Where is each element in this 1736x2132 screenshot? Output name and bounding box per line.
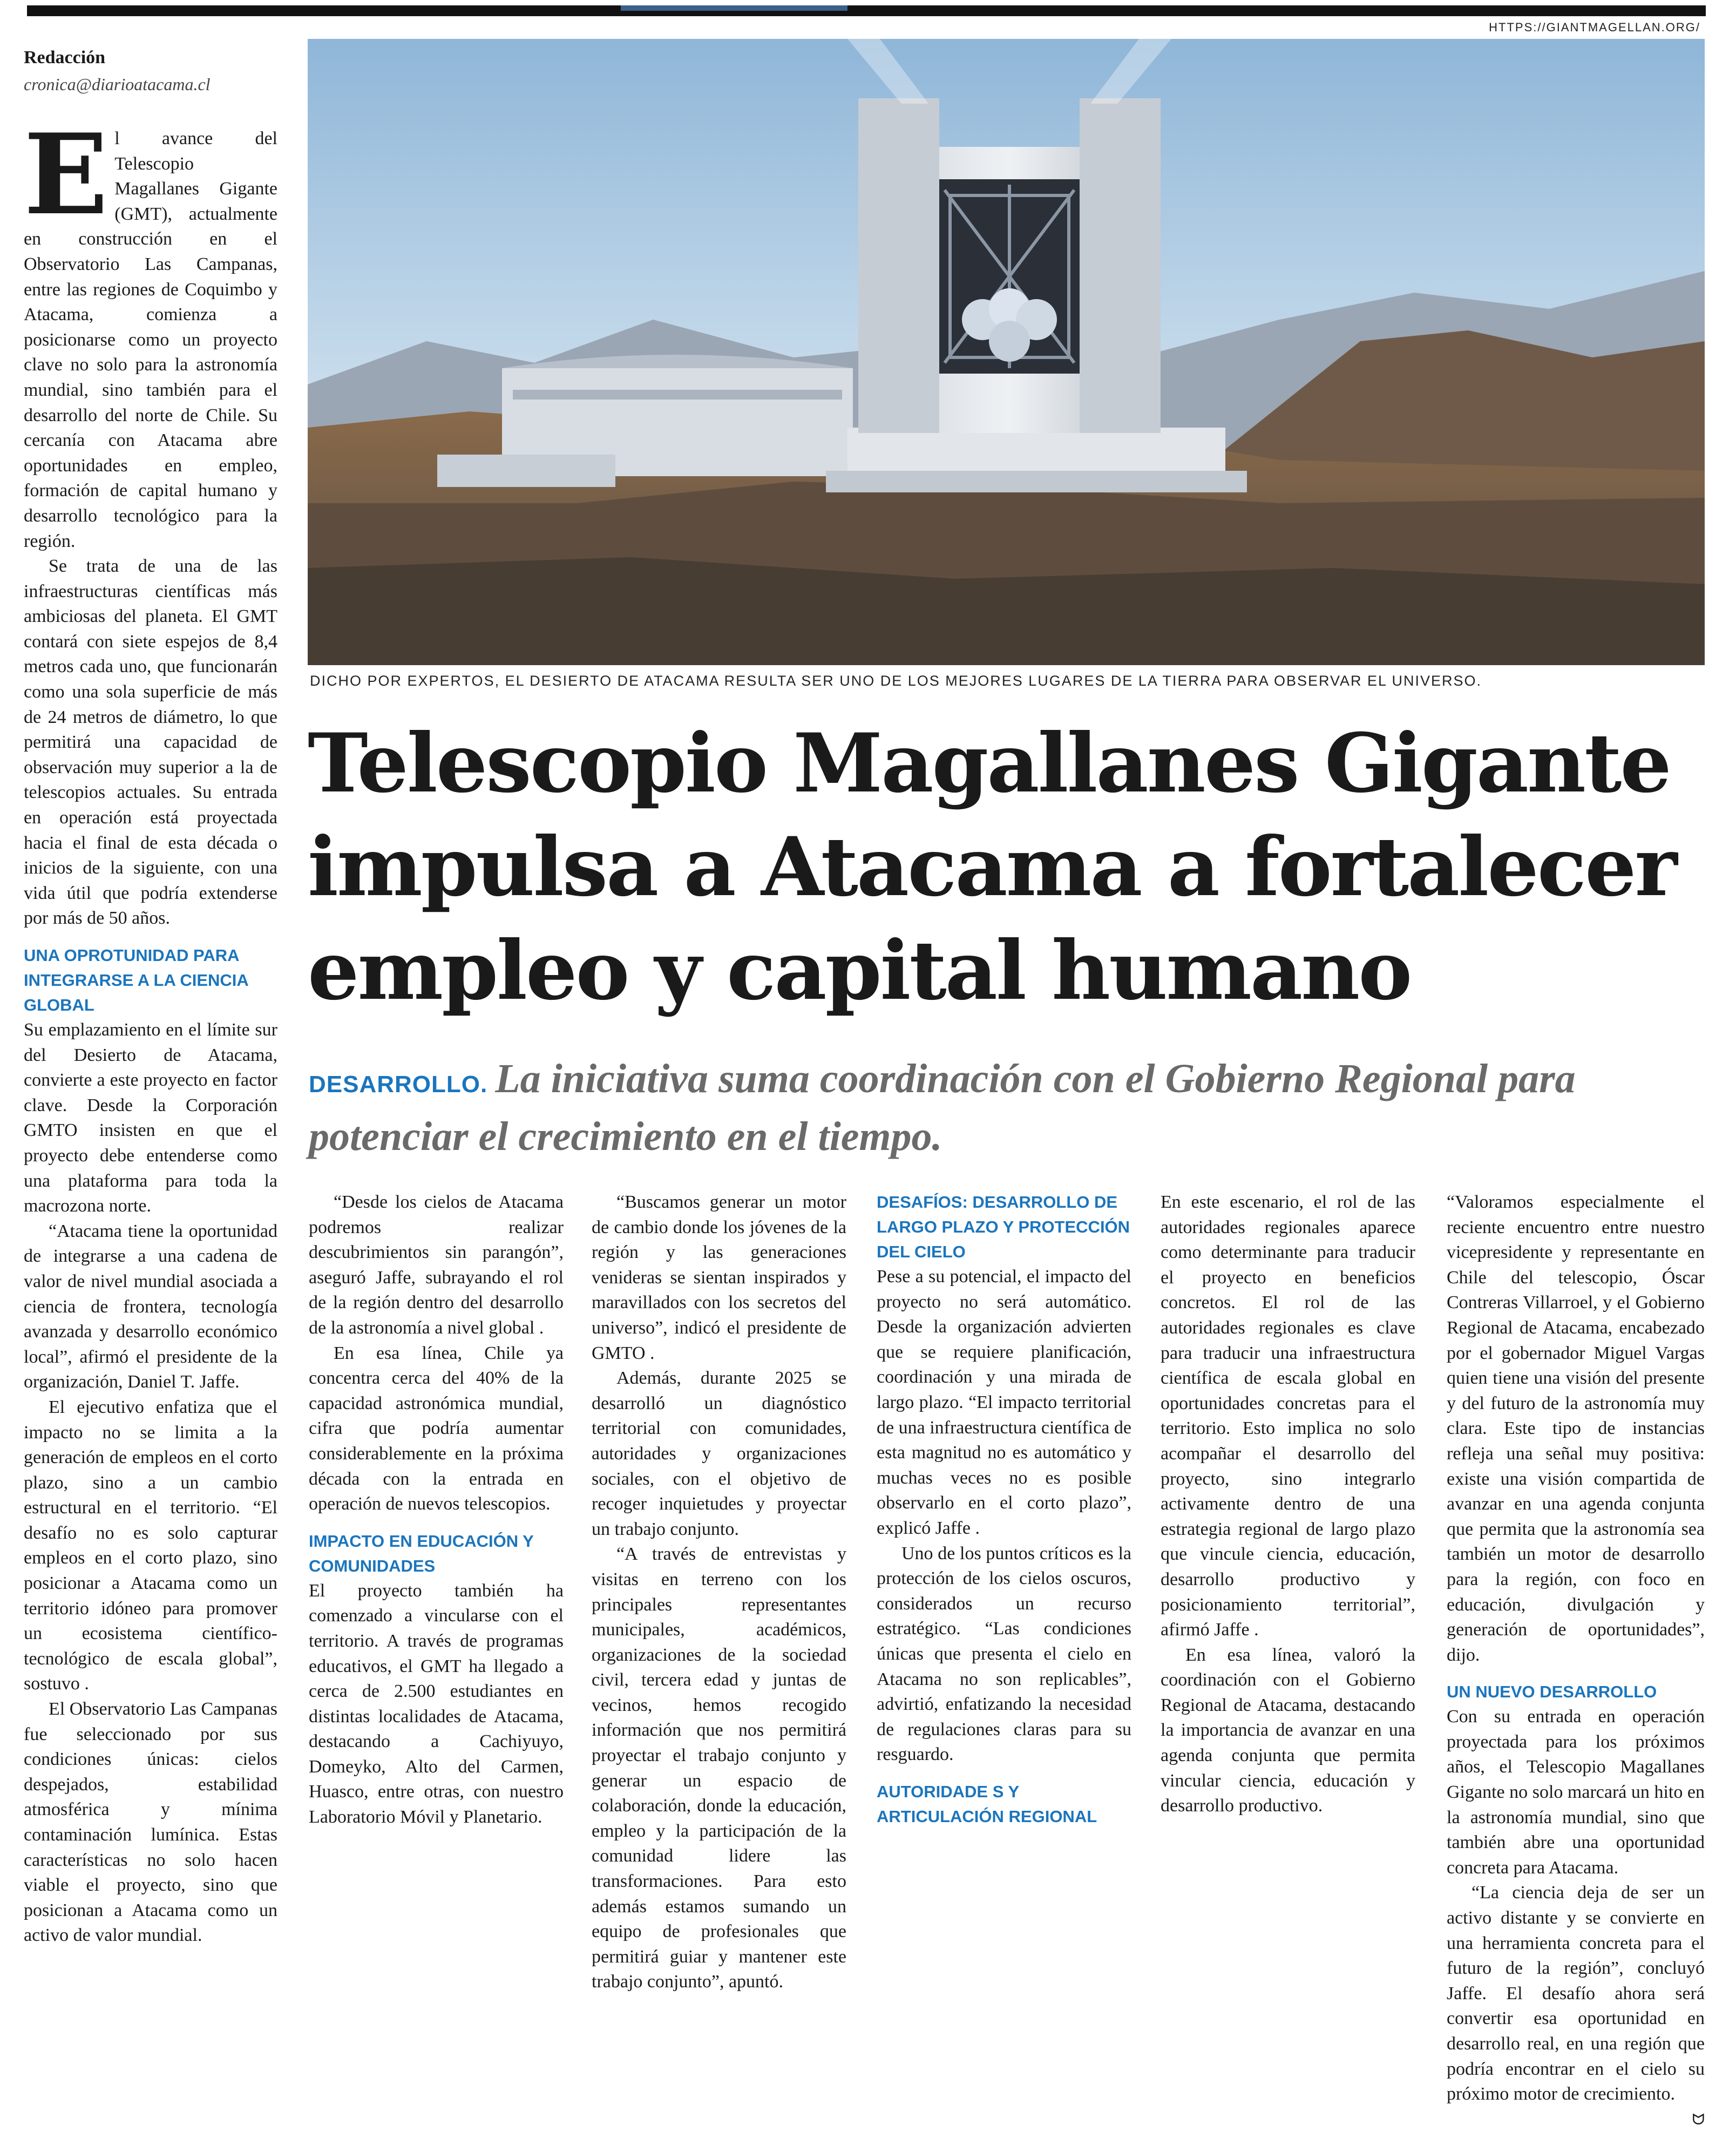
- paragraph: Se trata de una de las infraestructuras científicas más ambiciosas del planeta. El GMT contará con siete espejos de 8,4 metros cada uno, que funcionarán como una sola superficie de más de 24 metros de diámetro, lo que permitirá una capacidad de observación muy superior a la de telescopios actuales. Su entrada en operación está proyectada hacia el final de esta década o inicios de la siguiente, con una vida útil que podría extenderse por más de 50 años.: [24, 556, 277, 929]
- subhead-oportunidad: UNA OPROTUNIDAD PARA INTEGRARSE A LA CIENCIA GLOBAL: [24, 946, 248, 1014]
- column-6: [1447, 1190, 1705, 2132]
- headline: [308, 712, 1711, 1023]
- subhead-impacto: IMPACTO EN EDUCACIÓN Y COMUNIDADES: [309, 1531, 534, 1575]
- paragraph: Su emplazamiento en el límite sur del Desierto de Atacama, convierte a este proyecto en factor clave. Desde la Corporación GMTO insisten en que el proyecto debe entenderse como una plataforma para toda la macrozona norte.: [24, 1020, 277, 1216]
- top-rule-accent: [621, 5, 847, 11]
- drop-cap: E: [24, 110, 109, 240]
- paragraph: En esa línea, valoró la coordinación con el Gobierno Regional de Atacama, destacando la importancia de avanzar en una agenda conjunta que permita vincular ciencia, educación y desarrollo productivo.: [1161, 1644, 1415, 1816]
- telescope-illustration: [308, 39, 1705, 665]
- headline-line-1: Telescopio Magallanes Gigante: [308, 716, 1670, 811]
- telescope-photo: [308, 39, 1705, 665]
- source-url: HTTPS://GIANTMAGELLAN.ORG/: [1489, 21, 1700, 34]
- end-mark-icon: ᗢ: [1692, 2110, 1705, 2128]
- column-4: [877, 1190, 1131, 1829]
- paragraph: Pese a su potencial, el impacto del proyecto no será automático. Desde la organización advierten que se requiere planificación, coordinación y una mirada de largo plazo. “El impacto territorial de una infraestructura científica de esta magnitud no es automático y muchas veces no es posible observarlo en el corto plazo”, explicó Jaffe .: [877, 1267, 1131, 1538]
- paragraph: El ejecutivo enfatiza que el impacto no se limita a la generación de empleos en el corto plazo, sino a un cambio estructural en el territorio. “El desafío no es solo capturar empleos en el corto plazo, sino posicionar a Atacama como un territorio idóneo para promover un ecosistema científico-tecnológico de escala global”, sostuvo .: [24, 1397, 277, 1694]
- subhead-nuevo-desarrollo: UN NUEVO DESARROLLO: [1447, 1682, 1657, 1702]
- paragraph: “A través de entrevistas y visitas en terreno con los principales representantes municipales, académicos, organizaciones de la sociedad civil, tercera edad y juntas de vecinos, hemos recogido información que nos permitirá proyectar el trabajo conjunto y generar un espacio de colaboración, donde la educación, empleo y la participación de la comunidad lidere las transformaciones. Para esto además estamos sumando un equipo de profesionales que permitirá guiar y mantener este trabajo conjunto”, apuntó.: [592, 1544, 846, 1992]
- subhead-autoridades: AUTORIDADE S Y ARTICULACIÓN REGIONAL: [877, 1782, 1097, 1826]
- headline-line-2: impulsa a Atacama a fortalecer: [308, 820, 1676, 915]
- lead-paragraph: l avance del Telescopio Magallanes Gigante (GMT), actualmente en construcción en el Observatorio Las Campanas, entre las regiones de Coquimbo y Atacama, comienza a posicionarse como un proyecto clave no solo para la astronomía mundial, sino también para el desarrollo del norte de Chile. Su cercanía con Atacama abre oportunidades en empleo, formación de capital humano y desarrollo tecnológico para la región.: [24, 128, 277, 551]
- column-3: [592, 1190, 846, 1995]
- paragraph: Uno de los puntos críticos es la protección de los cielos oscuros, considerados un recurso estratégico. “Las condiciones únicas que presenta el cielo en Atacama no son replicables”, advirtió, enfatizando la necesidad de regulaciones claras para su resguardo.: [877, 1543, 1131, 1765]
- subhead-desafios: DESAFÍOS: DESARROLLO DE LARGO PLAZO Y PROTECCIÓN DEL CIELO: [877, 1193, 1130, 1261]
- paragraph: “Valoramos especialmente el reciente encuentro entre nuestro vicepresidente y representante en Chile del telescopio, Óscar Contreras Villarroel, y el Gobierno Regional de Atacama, encabezado por el gobernador Miguel Vargas quien tiene una visión del presente y del futuro de la astronomía muy clara. Este tipo de instancias refleja una señal muy positiva: existe una visión compartida de avanzar en una agenda conjunta que permita que la astronomía sea también un motor de desarrollo para la región, con foco en educación, divulgación y generación de oportunidades”, dijo.: [1447, 1192, 1705, 1665]
- deck-text: La iniciativa suma coordinación con el Gobierno Regional para potenciar el crecimiento en el tiempo.: [309, 1056, 1576, 1159]
- paragraph: Además, durante 2025 se desarrolló un diagnóstico territorial con comunidades, autoridades y organizaciones sociales, con el objetivo de recoger inquietudes y proyectar un trabajo conjunto.: [592, 1368, 846, 1539]
- paragraph: “Buscamos generar un motor de cambio donde los jóvenes de la región y las generaciones venideras se sientan inspirados y maravillados con los secretos del universo”, indicó el presidente de GMTO .: [592, 1192, 846, 1363]
- paragraph: El Observatorio Las Campanas fue seleccionado por sus condiciones únicas: cielos despejados, estabilidad atmosférica y mínima contaminación lumínica. Estas características no solo hacen viable el proyecto, sino que posicionan a Atacama como un activo de valor mundial.: [24, 1699, 277, 1946]
- photo-caption: DICHO POR EXPERTOS, EL DESIERTO DE ATACAMA RESULTA SER UNO DE LOS MEJORES LUGARES DE LA TIERRA PARA OBSERVAR EL UNIVERSO.: [310, 673, 1482, 689]
- paragraph: En esa línea, Chile ya concentra cerca del 40% de la capacidad astronómica mundial, cifra que podría aumentar considerablemente en la próxima década con la entrada en operación de nuevos telescopios.: [309, 1343, 564, 1514]
- deck-kicker: DESARROLLO.: [309, 1071, 488, 1098]
- paragraph: “Atacama tiene la oportunidad de integrarse a una cadena de valor de nivel mundial asociada a ciencia de frontera, tecnología avanzada y desarrollo económico local”, afirmó el presidente de la organización, Daniel T. Jaffe.: [24, 1221, 277, 1392]
- byline-email: cronica@diarioatacama.cl: [24, 75, 211, 94]
- paragraph: En este escenario, el rol de las autoridades regionales aparece como determinante para traducir el proyecto en beneficios concretos. El rol de las autoridades regionales es clave para traducir una infraestructura científica de escala global en oportunidades concretas para el territorio. Esto implica no solo acompañar el desarrollo del proyecto, sino integrarlo activamente dentro de una estrategia regional de largo plazo que vincule ciencia, educación, desarrollo productivo y posicionamiento territorial”, afirmó Jaffe .: [1161, 1192, 1415, 1640]
- headline-line-3: empleo y capital humano: [308, 923, 1411, 1018]
- byline-author: Redacción: [24, 48, 106, 67]
- column-1: [24, 110, 277, 1948]
- paragraph: “La ciencia deja de ser un activo distante y se convierte en una herramienta concreta para el futuro de la región”, concluyó Jaffe. El desafío ahora será convertir esa oportunidad en desarrollo real, en una región que podría encontrar en el cielo su próximo motor de crecimiento.: [1447, 1883, 1705, 2104]
- column-2: [309, 1190, 564, 1830]
- deck: [309, 1053, 1707, 1162]
- paragraph: Con su entrada en operación proyectada para los próximos años, el Telescopio Magallanes Gigante no solo marcará un hito en la astronomía mundial, sino que también abre una oportunidad concreta para Atacama.: [1447, 1707, 1705, 1878]
- paragraph: “Desde los cielos de Atacama podremos realizar descubrimientos sin parangón”, aseguró Jaffe, subrayando el rol de la región dentro del desarrollo de la astronomía a nivel global .: [309, 1192, 564, 1338]
- paragraph: El proyecto también ha comenzado a vincularse con el territorio. A través de programas educativos, el GMT ha llegado a cerca de 2.500 estudiantes en distintas localidades de Atacama, destacando a Cachiyuyo, Domeyko, Alto del Carmen, Huasco, entre otras, con nuestro Laboratorio Móvil y Planetario.: [309, 1580, 564, 1828]
- top-rule: [27, 5, 1706, 16]
- column-5: [1161, 1190, 1415, 1819]
